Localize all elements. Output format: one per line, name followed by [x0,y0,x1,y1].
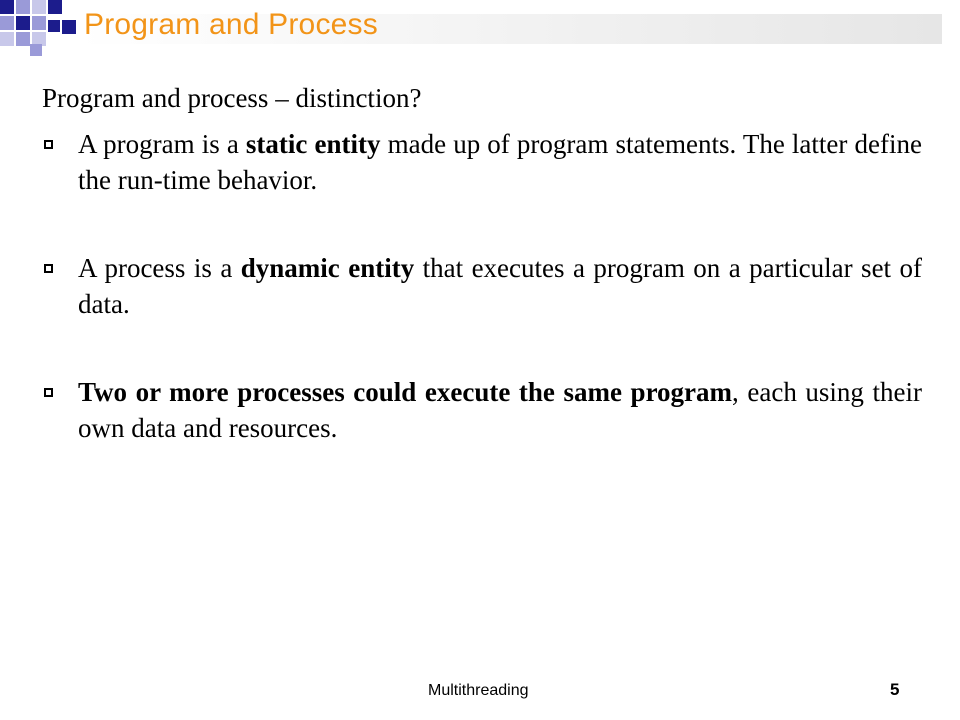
page-number: 5 [890,680,900,699]
bullet-item [42,126,922,198]
slide-title: Program and Process [84,8,378,41]
deco-square [0,32,14,46]
square-bullet-icon [44,388,53,397]
bullet-list [42,126,922,446]
square-bullet-icon [44,264,53,273]
deco-square [32,16,46,30]
bullet-text: Two or more processes could execute the same program, each using their own data and resources. [78,377,922,443]
bullet-text: A program is a static entity made up of program statements. The latter define the run-time behavior. [78,129,922,195]
footer-text: Multithreading [428,682,529,699]
deco-square [62,20,76,34]
deco-square [48,0,62,14]
slide-body [42,80,922,498]
deco-square [16,16,30,30]
lead-text: Program and process – distinction? [42,83,422,113]
deco-square [48,20,60,32]
bullet-item [42,250,922,322]
bullet-text: A process is a dynamic entity that executes a program on a particular set of data. [78,253,922,319]
deco-square [16,0,30,14]
deco-square [0,16,14,30]
square-bullet-icon [44,140,53,149]
deco-square [32,0,46,14]
bullet-item [42,374,922,446]
deco-square [0,0,14,14]
deco-square [16,32,30,46]
deco-square [30,44,42,56]
